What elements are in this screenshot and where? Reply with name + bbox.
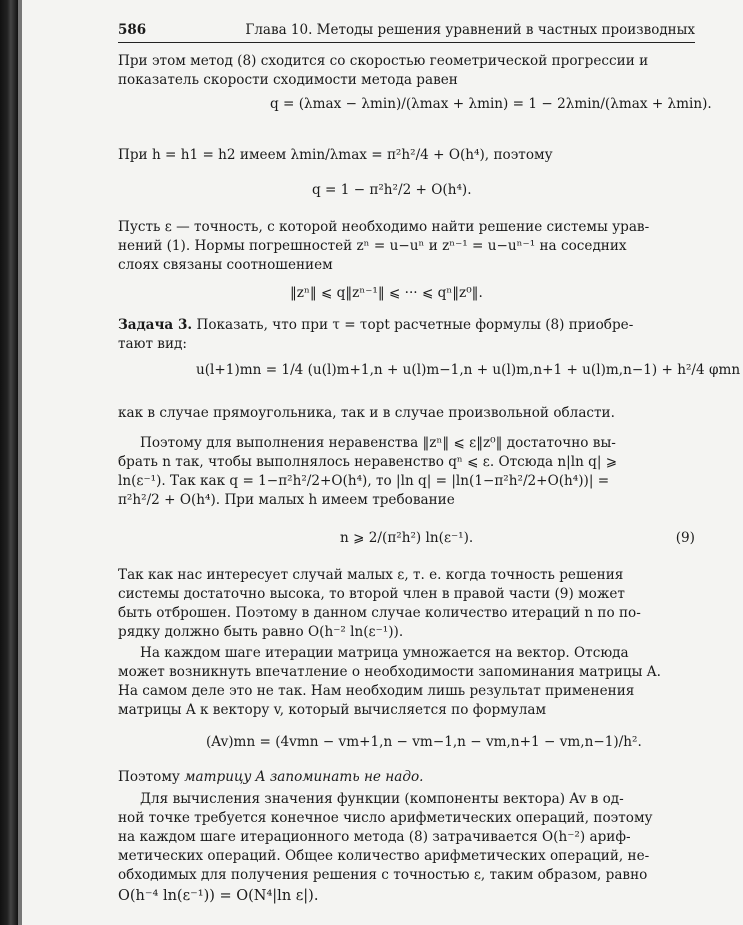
paragraph-6: Так как нас интересует случай малых ε, т. е. когда точность решения системы достаточно высока, то второй член в правой части (9) может быть отброшен. Поэтому в данном случае количество итераций n по по- рядку должно быть равно O(h⁻² ln(ε⁻¹)). [118,567,641,640]
scan-edge-shadow [18,0,22,925]
equation-number-9: (9) [675,530,695,546]
chapter-title: Глава 10. Методы решения уравнений в частных производных [245,22,695,38]
running-header [118,20,695,43]
equation-matrix-vector: (Av)mn = (4vmn − vm+1,n − vm−1,n − vm,n+1 − vm,n−1)/h². [206,734,642,750]
paragraph-2: При h = h1 = h2 имеем λmin/λmax = π²h²/4 + O(h⁴), поэтому [118,147,553,163]
paragraph-3: Пусть ε — точность, с которой необходимо найти решение системы урав- нений (1). Нормы погрешностей zⁿ = u−uⁿ и zⁿ⁻¹ = u−uⁿ⁻¹ на соседних слоях связаны соотношением [118,219,650,273]
paragraph-8: Поэтому матрицу A запоминать не надо. [118,769,424,785]
equation-error-norm: ‖zⁿ‖ ⩽ q‖zⁿ⁻¹‖ ⩽ ··· ⩽ qⁿ‖z⁰‖. [290,285,483,301]
page-number: 586 [118,22,147,38]
task-label: Задача 3. [118,317,193,333]
equation-q: q = (λmax − λmin)/(λmax + λmin) = 1 − 2λmin/(λmax + λmin). [270,96,712,112]
equation-q-asymptotic: q = 1 − π²h²/2 + O(h⁴). [312,182,472,198]
paragraph-9: Для вычисления значения функции (компоненты вектора) Av в од- ной точке требуется конечное число арифметических операций, поэтому на каждом шаге итерационного метода (8) затрачивается O(h⁻²) ариф- метических операций. Общее количество арифметических операций, не- обходимых для получения решения с точностью ε, таким образом, равно [118,791,653,883]
emphasis-text: матрицу A запоминать не надо. [184,769,424,785]
paragraph-1: При этом метод (8) сходится со скоростью геометрической прогрессии и показатель скорости сходимости метода равен [118,53,649,88]
equation-iteration: u(l+1)mn = 1/4 (u(l)m+1,n + u(l)m−1,n + u(l)m,n+1 + u(l)m,n−1) + h²/4 φmn [196,362,741,378]
scan-edge [0,0,18,925]
task-3: Задача 3. Показать, что при τ = τopt расчетные формулы (8) приобре- тают вид: [118,317,634,352]
paragraph-5: Поэтому для выполнения неравенства ‖zⁿ‖ ⩽ ε‖z⁰‖ достаточно вы- брать n так, чтобы выполнялось неравенство qⁿ ⩽ ε. Отсюда n|ln q| ⩾ ln(ε⁻¹). Так как q = 1−π²h²/2+O(h⁴), то |ln q| = |ln(1−π²h²/2+O(h⁴))| = π²h²/2 + O(h⁴). При малых h имеем требование [118,435,618,508]
paragraph-7: На каждом шаге итерации матрица умножается на вектор. Отсюда может возникнуть впечатление о необходимости запоминания матрицы A. На самом деле это не так. Нам необходим лишь результат применения матрицы A к вектору v, который вычисляется по формулам [118,645,661,718]
equation-n-requirement: n ⩾ 2/(π²h²) ln(ε⁻¹). [340,530,474,546]
equation-total-ops: O(h⁻⁴ ln(ε⁻¹)) = O(N⁴|ln ε|). [118,888,319,904]
paragraph-4: как в случае прямоугольника, так и в случае произвольной области. [118,405,615,421]
